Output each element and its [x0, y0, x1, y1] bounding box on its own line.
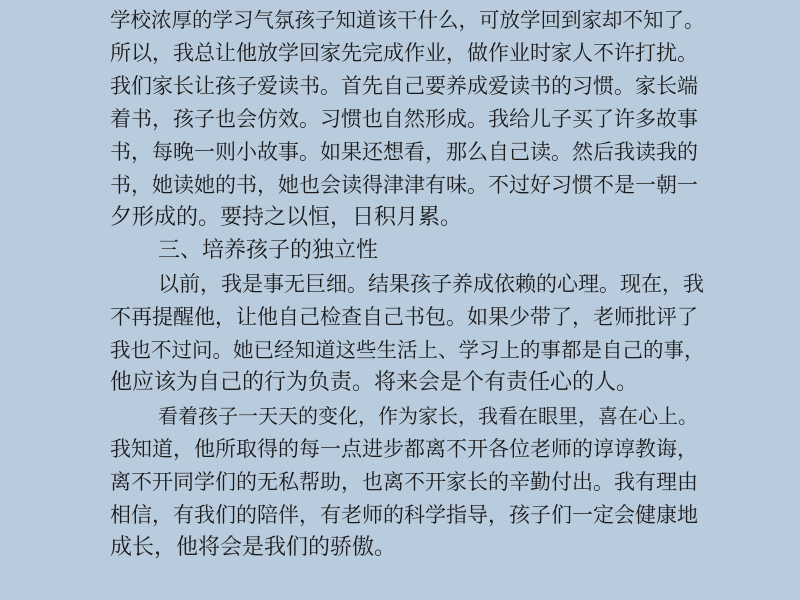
paragraph-line: 所以，我总让他放学回家先完成作业，做作业时家人不许打扰。 — [110, 41, 698, 65]
paragraph-line: 不再提醒他，让他自己检查自己书包。如果少带了，老师批评了 — [110, 305, 698, 329]
paragraph-line: 我也不过问。她已经知道这些生活上、学习上的事都是自己的事， — [110, 338, 705, 362]
paragraph-line: 学校浓厚的学习气氛孩子知道该干什么，可放学回到家却不知了。 — [110, 8, 705, 32]
paragraph-line: 成长，他将会是我们的骄傲。 — [110, 535, 397, 560]
paragraph-line: 我知道，他所取得的每一点进步都离不开各位老师的谆谆教诲， — [110, 437, 698, 461]
paragraph-line: 离不开同学们的无私帮助，也离不开家长的辛勤付出。我有理由 — [110, 470, 698, 494]
paragraph-line: 以前，我是事无巨细。结果孩子养成依赖的心理。现在，我 — [158, 272, 704, 296]
paragraph-line: 我们家长让孩子爱读书。首先自己要养成爱读书的习惯。家长端 — [110, 74, 698, 98]
section-heading: 三、培养孩子的独立性 — [158, 238, 379, 263]
paragraph-line: 着书，孩子也会仿效。习惯也自然形成。我给儿子买了许多故事 — [110, 107, 698, 131]
paragraph-line: 看着孩子一天天的变化，作为家长，我看在眼里，喜在心上。 — [158, 404, 698, 428]
paragraph-line: 他应该为自己的行为负责。将来会是个有责任心的人。 — [110, 370, 639, 395]
paragraph-line: 书，每晚一则小故事。如果还想看，那么自己读。然后我读我的 — [110, 140, 698, 164]
paragraph-line: 夕形成的。要持之以恒，日积月累。 — [110, 205, 463, 230]
paragraph-line: 相信，有我们的陪伴，有老师的科学指导，孩子们一定会健康地 — [110, 503, 698, 527]
paragraph-line: 书，她读她的书，她也会读得津津有味。不过好习惯不是一朝一 — [110, 173, 698, 197]
